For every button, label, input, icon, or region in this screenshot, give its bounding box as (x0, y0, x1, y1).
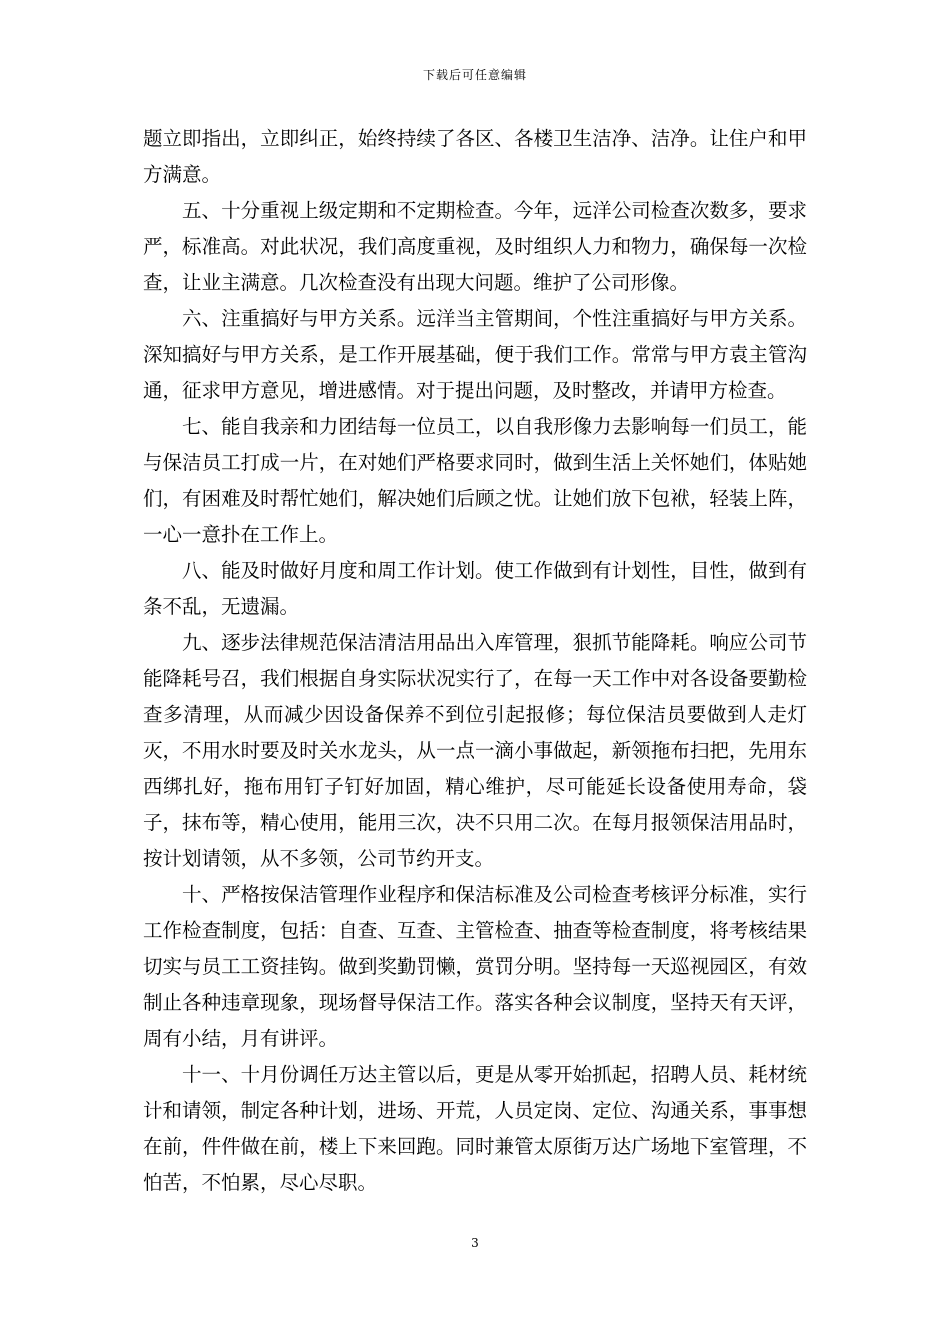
paragraph: 八、能及时做好月度和周工作计划。使工作做到有计划性，目性，做到有条不乱，无遗漏。 (143, 559, 807, 618)
paragraph: 十一、十月份调任万达主管以后，更是从零开始抓起，招聘人员、耗材统计和请领，制定各种计划，进场、开荒，人员定岗、定位、沟通关系，事事想在前，件件做在前，楼上下来回跑。同时兼管太原街万达广场地下室管理，不怕苦，不怕累，尽心尽职。 (143, 1063, 807, 1194)
page-number: 3 (471, 1236, 479, 1250)
paragraph: 九、逐步法律规范保洁清洁用品出入库管理，狠抓节能降耗。响应公司节能降耗号召，我们根据自身实际状况实行了，在每一天工作中对各设备要勤检查多清理，从而减少因设备保养不到位引起报修；每位保洁员要做到人走灯灭，不用水时要及时关水龙头，从一点一滴小事做起，新领拖布扫把，先用东西绑扎好，拖布用钉子钉好加固，精心维护，尽可能延长设备使用寿命，袋子，抹布等，精心使用，能用三次，决不只用二次。在每月报领保洁用品时，按计划请领，从不多领，公司节约开支。 (143, 631, 807, 870)
page-header: 下载后可任意编辑 (422, 68, 527, 82)
paragraph: 五、十分重视上级定期和不定期检查。今年，远洋公司检查次数多，要求严，标准高。对此状况，我们高度重视，及时组织人力和物力，确保每一次检查，让业主满意。几次检查没有出现大问题。维护了公司形像。 (143, 199, 807, 294)
document-body (143, 121, 807, 1201)
paragraph: 六、注重搞好与甲方关系。远洋当主管期间，个性注重搞好与甲方关系。深知搞好与甲方关系，是工作开展基础，便于我们工作。常常与甲方袁主管沟通，征求甲方意见，增进感情。对于提出问题，及时整改，并请甲方检查。 (143, 307, 807, 402)
paragraph: 题立即指出，立即纠正，始终持续了各区、各楼卫生洁净、洁净。让住户和甲方满意。 (143, 127, 807, 186)
paragraph: 十、严格按保洁管理作业程序和保洁标准及公司检查考核评分标准，实行工作检查制度，包括：自查、互查、主管检查、抽查等检查制度，将考核结果切实与员工工资挂钩。做到奖勤罚懒，赏罚分明。坚持每一天巡视园区，有效制止各种违章现象，现场督导保洁工作。落实各种会议制度，坚持天有天评，周有小结，月有讲评。 (143, 883, 807, 1050)
paragraph: 七、能自我亲和力团结每一位员工，以自我形像力去影响每一们员工，能与保洁员工打成一片，在对她们严格要求同时，做到生活上关怀她们，体贴她们，有困难及时帮忙她们，解决她们后顾之忧。让她们放下包袱，轻装上阵，一心一意扑在工作上。 (143, 415, 807, 546)
